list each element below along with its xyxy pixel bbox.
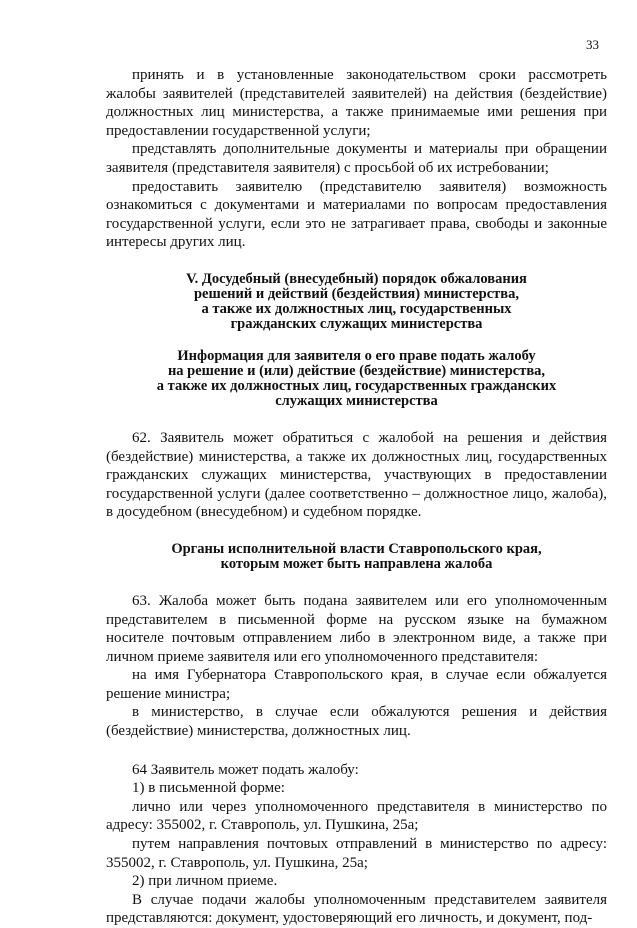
subsection-title [106,542,607,572]
paragraph: представлять дополнительные документы и материалы при обращении заявителя (представителя заявителя) с просьбой об их истребовании; [106,141,607,176]
subsection-title [106,349,607,409]
paragraph-62: 62. Заявитель может обратиться с жалобой на решения и действия (бездействие) министерства, а также их должностных лиц, государственных гражданских служащих министерства, участвующих в предоставлении государственной услуги (далее соответственно – должностное лицо, жалоба), в досудебном (внесудебном) и судебном порядке. [106,429,607,521]
section-title [106,272,607,332]
paragraph: лично или через уполномоченного представителя в министерство по адресу: 355002, г. Ставрополь, ул. Пушкина, 25а; [106,798,607,834]
paragraph: предоставить заявителю (представителю заявителя) возможность ознакомиться с документами и материалами по вопросам предоставления государственной услуги, если это не затрагивает права, свободы и законные интересы других лиц. [106,178,607,251]
page-number: 33 [586,37,599,52]
paragraph: на имя Губернатора Ставропольского края, в случае если обжалуется решение министра; [106,667,607,702]
section-title-line: гражданских служащих министерства [230,315,483,332]
paragraph: путем направления почтовых отправлений в министерство по адресу: 355002, г. Ставрополь, ул. Пушкина, 25а; [106,836,607,871]
subsection-title-line: а также их должностных лиц, государственных гражданских [156,377,557,394]
paragraph: 1) в письменной форме: [132,780,285,797]
subsection-title-line: Информация для заявителя о его праве подать жалобу [177,347,536,364]
document-body [106,66,607,928]
subsection-title-line: служащих министерства [275,392,438,409]
paragraph: 2) при личном приеме. [132,873,278,890]
subsection-title-line: на решение и (или) действие (бездействие) министерства, [167,362,546,379]
paragraph: в министерство, в случае если обжалуются решения и действия (бездействие) министерства, должностных лиц. [106,704,607,740]
section-title-line: решений и действий (бездействия) министерства, [193,285,519,302]
subsection-title-line: Органы исполнительной власти Ставропольского края, [171,540,542,557]
section-title-line: а также их должностных лиц, государственных [201,300,512,317]
paragraph-63: 63. Жалоба может быть подана заявителем или его уполномоченным представителем в письменной форме на русском языке на бумажном носителе почтовым отправлением либо в электронном виде, а также при личном приеме заявителя или его уполномоченного представителя: [106,592,607,665]
subsection-title-line: которым может быть направлена жалоба [220,555,493,572]
section-title-line: V. Досудебный (внесудебный) порядок обжалования [186,270,527,287]
paragraph-64: 64 Заявитель может подать жалобу: [132,761,359,778]
paragraph: принять и в установленные законодательством сроки рассмотреть жалобы заявителей (представителей заявителей) на действия (бездействие) должностных лиц министерства, а также принимаемые ими решения при предоставлении государственной услуги; [106,67,607,139]
paragraph: В случае подачи жалобы уполномоченным представителем заявителя представляются: документ, удостоверяющий его личность, и документ, под- [106,891,607,927]
